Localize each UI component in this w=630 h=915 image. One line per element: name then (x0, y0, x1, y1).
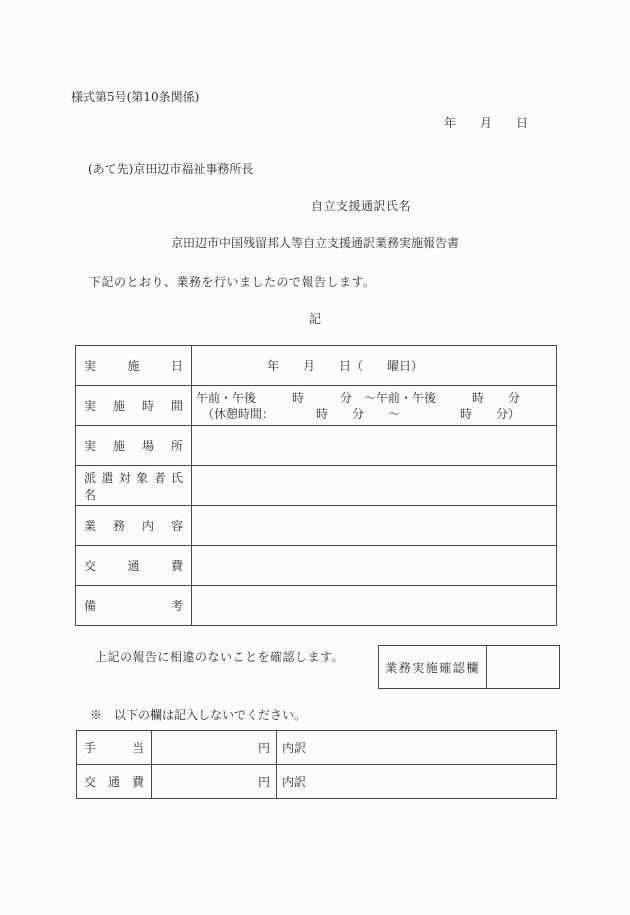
payment-label-transport: 交 通 費 (77, 765, 152, 799)
table-row-transport-fee (76, 546, 557, 586)
row-value-work-content (192, 506, 557, 546)
intro-text: 下記のとおり、業務を行いましたので報告します。 (89, 275, 376, 289)
confirmation-box-row (379, 646, 560, 689)
table-row-work-content (76, 506, 557, 546)
row-value-date: 年 月 日（ 曜日） (192, 346, 557, 386)
table-row-time (76, 386, 557, 426)
payment-row-transport (77, 765, 557, 799)
payment-table (76, 730, 557, 799)
row-value-transport-fee (192, 546, 557, 586)
table-row-target-person (76, 466, 557, 506)
confirmation-statement: 上記の報告に相違のないことを確認します。 (95, 650, 345, 664)
payment-amount-transport: 円 (152, 765, 277, 799)
payment-amount-allowance: 円 (152, 731, 277, 765)
table-row-remarks (76, 586, 557, 626)
main-report-table (75, 345, 557, 626)
row-label-transport-fee: 交 通 費 (76, 546, 192, 586)
confirmation-box-blank (487, 646, 560, 689)
row-label-time: 実 施 時 間 (76, 386, 192, 426)
table-row-date (76, 346, 557, 386)
row-value-target-person (192, 466, 557, 506)
row-label-remarks: 備 考 (76, 586, 192, 626)
payment-row-allowance (77, 731, 557, 765)
row-label-work-content: 業 務 内 容 (76, 506, 192, 546)
note-text: ※ 以下の欄は記入しないでください。 (90, 708, 307, 722)
row-value-place (192, 426, 557, 466)
confirmation-box (378, 645, 560, 689)
row-label-date: 実 施 日 (76, 346, 192, 386)
payment-breakdown-allowance: 内訳 (277, 731, 557, 765)
confirmation-box-label: 業務実施確認欄 (379, 646, 487, 689)
interpreter-name-label: 自立支援通訳氏名 (311, 199, 412, 213)
time-line-1: 午前・午後 時 分 ～午前・午後 時 分 (196, 390, 521, 405)
issue-date-line: 年 月 日 (444, 116, 529, 130)
form-number: 様式第5号(第10条関係) (71, 90, 200, 104)
row-label-place: 実 施 場 所 (76, 426, 192, 466)
addressee: (あて先)京田辺市福祉事務所長 (88, 162, 254, 176)
payment-label-allowance: 手 当 (77, 731, 152, 765)
row-value-time (192, 386, 557, 426)
payment-breakdown-transport: 内訳 (277, 765, 557, 799)
time-line-2: （休憩時間： 時 分 ～ 時 分） (196, 406, 521, 421)
table-row-place (76, 426, 557, 466)
ki-heading: 記 (308, 312, 321, 326)
document-title: 京田辺市中国残留邦人等自立支援通訳業務実施報告書 (170, 236, 459, 250)
row-value-remarks (192, 586, 557, 626)
row-label-target-person: 派 遣 対 象 者 氏 名 (76, 466, 192, 506)
